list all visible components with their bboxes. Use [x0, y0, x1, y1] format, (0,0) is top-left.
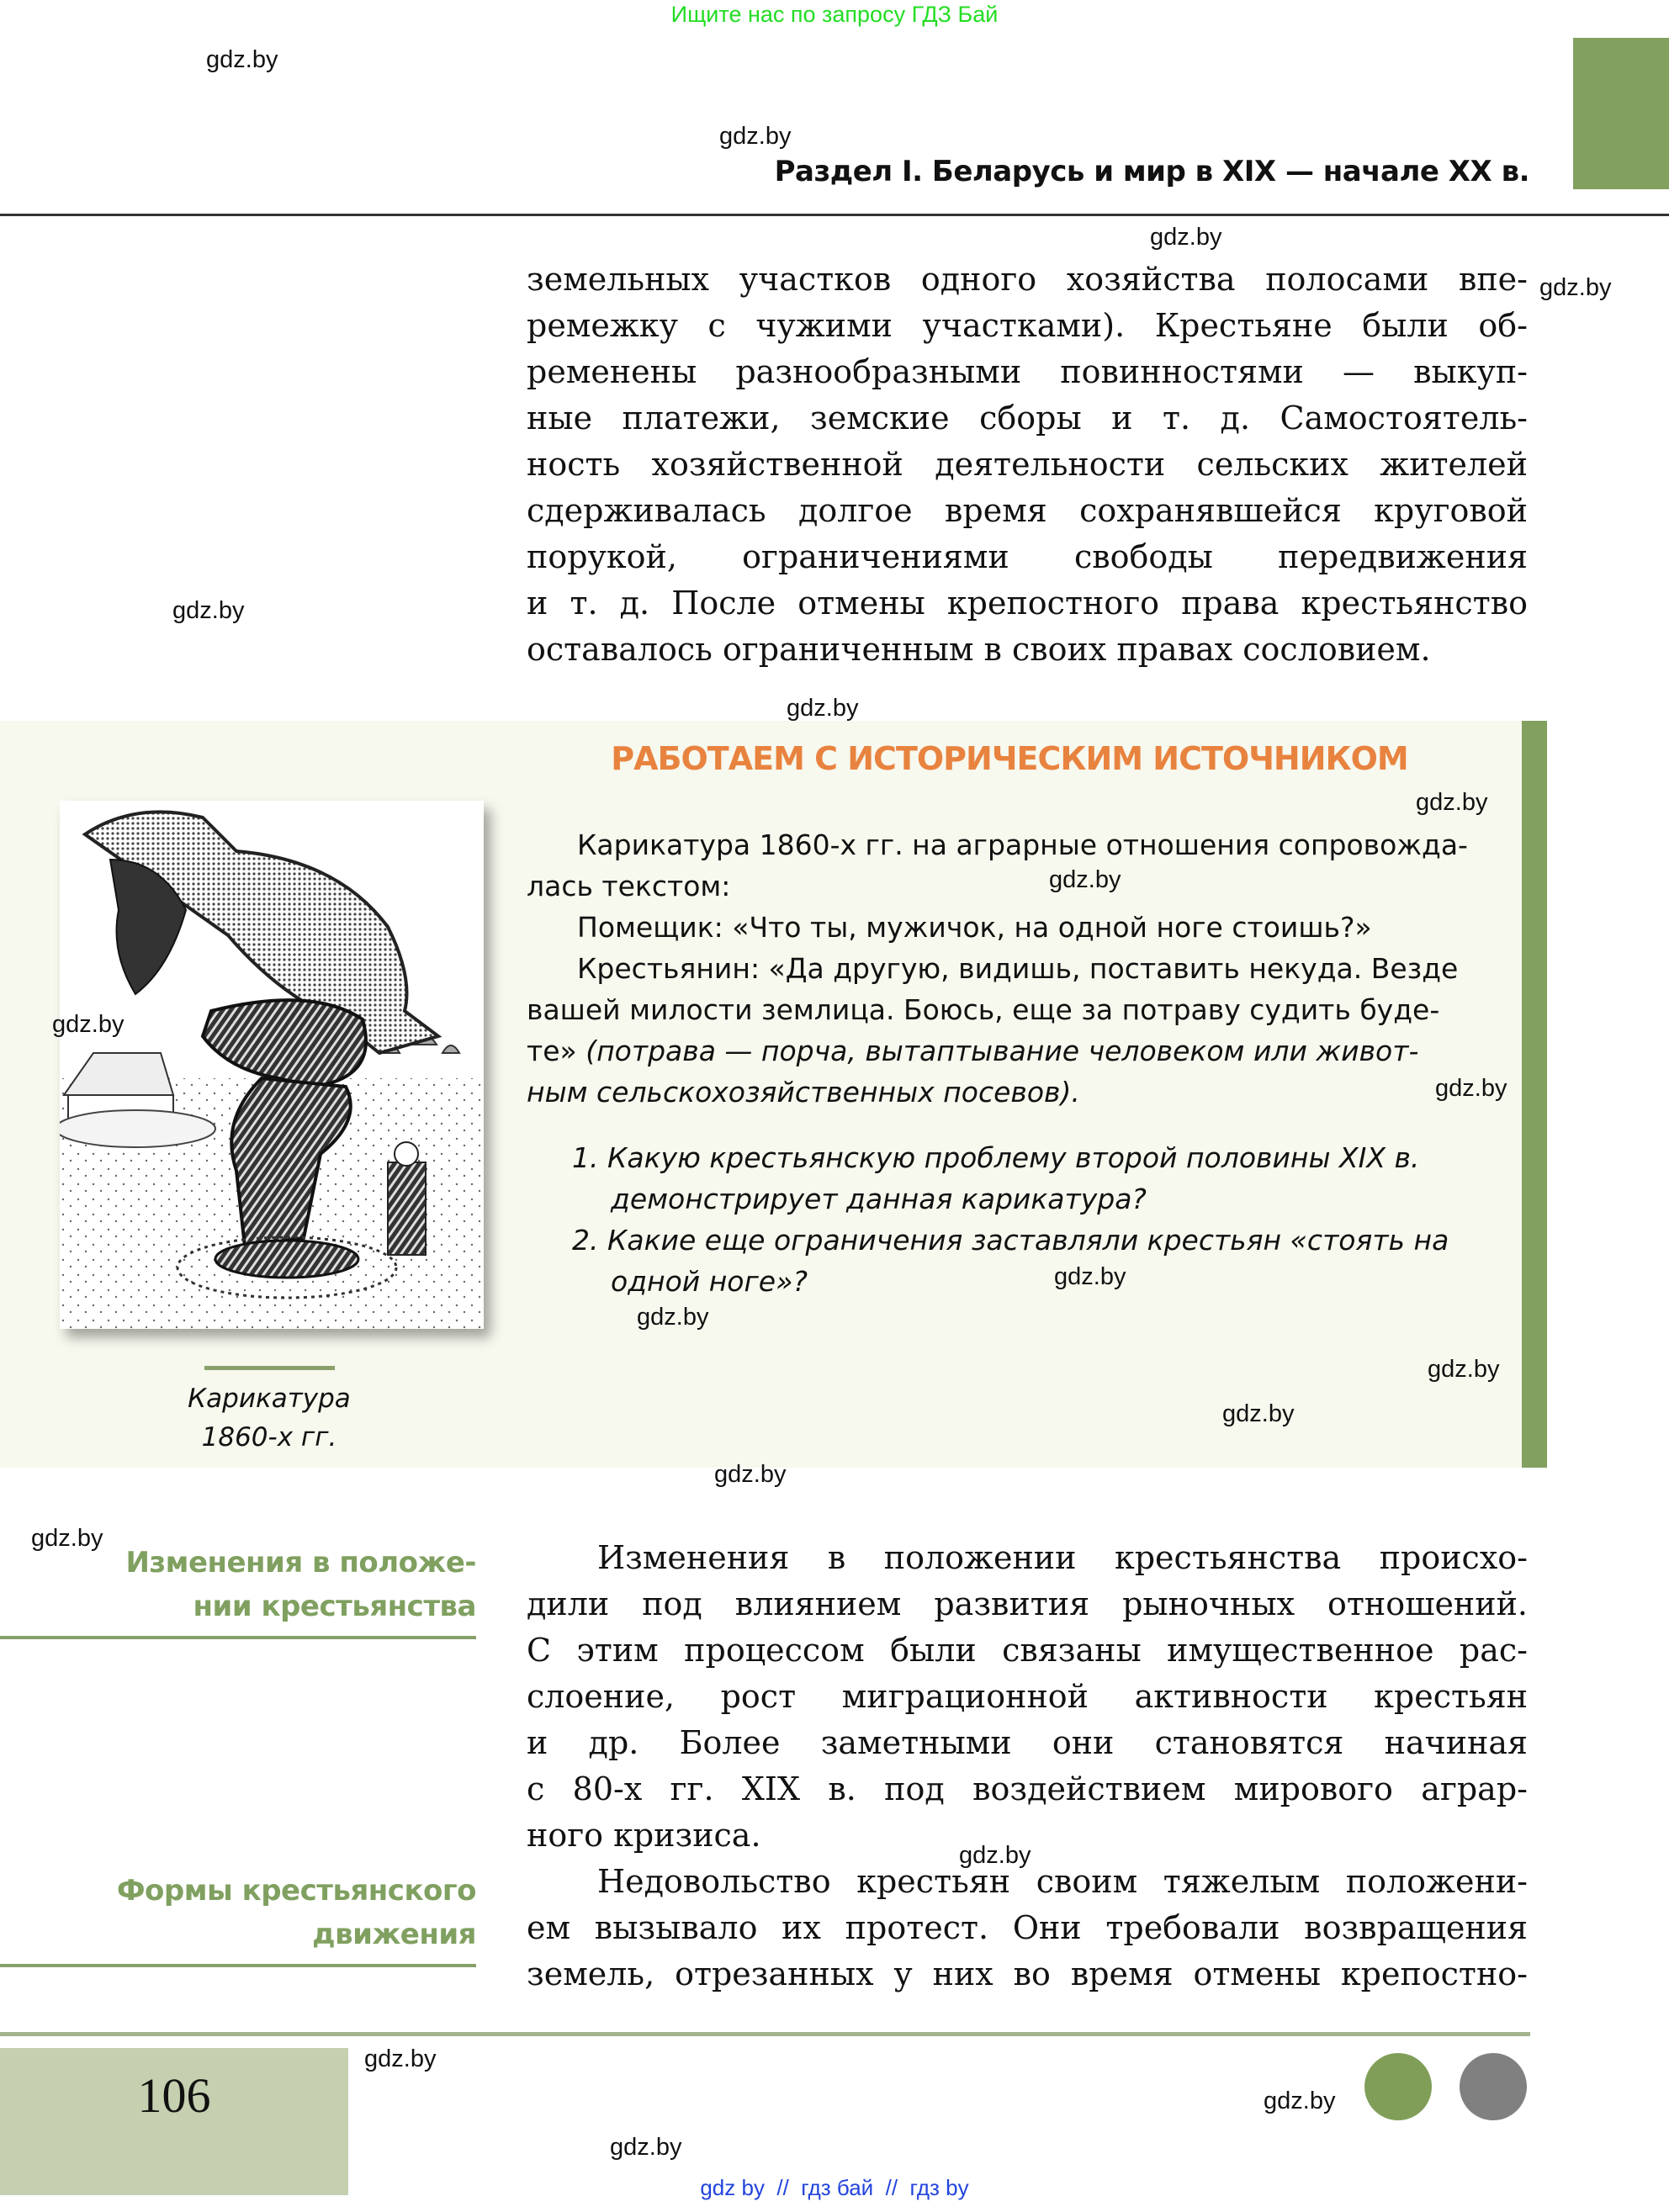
text-line: ность хозяйственной деятельности сельских жителей — [527, 446, 1528, 483]
text-line: Помещик: «Что ты, мужичок, на одной ноге стоишь?» — [577, 911, 1372, 944]
question-1-cont: демонстрирует данная карикатура? — [611, 1183, 1147, 1215]
watermark-label: gdz.by — [787, 695, 859, 722]
watermark-label: gdz.by — [1049, 866, 1121, 893]
side-heading-divider — [0, 1636, 476, 1639]
question-2: 2. Какие еще ограничения заставляли крестьян «стоять на — [572, 1224, 1449, 1257]
side-heading-peasant-movement — [117, 1869, 476, 1956]
side-heading-peasant-changes — [125, 1541, 476, 1628]
heading-line: Формы крестьянского — [116, 1874, 476, 1908]
heading-line: Изменения в положе- — [125, 1546, 476, 1580]
green-circle-icon — [1364, 2053, 1432, 2120]
text-line: порукой, ограничениями свободы передвижения — [527, 538, 1528, 575]
quote-end: те» — [527, 1035, 586, 1067]
text-line: Крестьянин: «Да другую, видишь, поставить некуда. Везде — [577, 952, 1459, 985]
text-line: земель, отрезанных у них во время отмены крепостно- — [527, 1955, 1528, 1992]
text-line: сдерживалась долгое время сохранявшейся круговой — [527, 492, 1528, 529]
watermark-label: gdz.by — [714, 1461, 787, 1488]
source-box-accent-bar — [1522, 721, 1547, 1468]
watermark-label: gdz.by — [1539, 274, 1612, 301]
text-line: земельных участков одного хозяйства полосами впе- — [527, 261, 1528, 298]
watermark-label: gdz.by — [206, 46, 278, 73]
paragraph-1 — [527, 257, 1528, 673]
watermark-label: gdz.by — [1054, 1263, 1126, 1290]
source-box-title: РАБОТАЕМ С ИСТОРИЧЕСКИМ ИСТОЧНИКОМ — [611, 740, 1408, 777]
text-line: и т. д. После отмены крепостного права крестьянство — [527, 585, 1528, 622]
source-quote — [527, 824, 1494, 1113]
questions-list — [572, 1137, 1497, 1302]
text-line: ные платежи, земские сборы и т. д. Самостоятель- — [527, 400, 1528, 437]
text-line: и др. Более заметными они становятся начиная — [527, 1724, 1528, 1761]
watermark-label: gdz.by — [31, 1525, 103, 1552]
watermark-label: gdz.by — [172, 597, 245, 624]
bottom-links[interactable]: gdz by // гдз бай // гдз by — [700, 2175, 969, 2200]
caption-line: Карикатура — [188, 1384, 351, 1414]
gray-circle-icon — [1460, 2053, 1527, 2120]
text-line — [527, 1072, 1494, 1113]
caricature-illustration-icon — [60, 801, 484, 1329]
running-head: Раздел I. Беларусь и мир в XIX — начале XX в. — [774, 155, 1529, 188]
side-heading-divider — [0, 1964, 476, 1967]
watermark-label: gdz.by — [719, 123, 792, 150]
watermark-label: gdz.by — [1435, 1075, 1507, 1102]
text-line: Карикатура 1860-х гг. на аграрные отношения сопровожда- — [577, 828, 1468, 861]
text-line: слоение, рост миграционной активности крестьян — [527, 1678, 1528, 1715]
watermark-label: gdz.by — [1416, 789, 1488, 816]
caricature-image — [60, 801, 484, 1329]
text-line: ного кризиса. — [527, 1817, 761, 1854]
heading-line: движения — [312, 1918, 476, 1951]
section-color-tab — [1573, 38, 1669, 189]
header-divider — [0, 214, 1669, 216]
text-line: оставалось ограниченным в своих правах сословием. — [527, 631, 1431, 668]
text-line: Недовольство крестьян своим тяжелым положени- — [597, 1863, 1528, 1900]
text-line — [527, 1030, 1494, 1072]
watermark-label: gdz.by — [1428, 1356, 1500, 1383]
text-line: Изменения в положении крестьянства происхо- — [597, 1539, 1528, 1576]
heading-line: нии крестьянства — [193, 1590, 476, 1623]
image-caption — [126, 1379, 412, 1457]
watermark-label: gdz.by — [637, 1304, 709, 1331]
text-line: С этим процессом были связаны имущественное рас- — [527, 1632, 1528, 1669]
watermark-label: gdz.by — [364, 2045, 437, 2072]
text-line: вашей милости землица. Боюсь, еще за потраву судить буде- — [527, 993, 1440, 1026]
text-line: с 80-х гг. XIX в. под воздействием мирового аграр- — [527, 1770, 1528, 1807]
question-2-cont: одной ноге»? — [611, 1265, 808, 1298]
question-1: 1. Какую крестьянскую проблему второй половины XIX в. — [572, 1141, 1420, 1174]
text-line: ременены разнообразными повинностями — выкуп- — [527, 353, 1528, 390]
watermark-label: gdz.by — [1264, 2088, 1336, 2114]
paragraph-2 — [527, 1535, 1528, 1998]
watermark-label: gdz.by — [1222, 1400, 1295, 1427]
text-line: ем вызывало их протест. Они требовали возвращения — [527, 1909, 1528, 1946]
watermark-label: gdz.by — [1150, 224, 1222, 251]
caption-divider — [204, 1366, 335, 1370]
text-line: дили под влиянием развития рыночных отношений. — [527, 1585, 1528, 1622]
text-line: ремежку с чужими участками). Крестьяне были об- — [527, 307, 1528, 344]
caption-line: 1860-х гг. — [201, 1422, 337, 1453]
gloss-note: ным сельскохозяйственных посевов). — [527, 1076, 1080, 1109]
watermark-label: gdz.by — [52, 1011, 125, 1038]
text-line: лась текстом: — [527, 870, 731, 902]
watermark-label: gdz.by — [610, 2134, 682, 2161]
gloss-note: (потрава — порча, вытаптывание человеком или живот- — [585, 1035, 1419, 1067]
page-number: 106 — [137, 2068, 211, 2123]
watermark-label: gdz.by — [959, 1842, 1031, 1869]
search-banner[interactable]: Ищите нас по запросу ГДЗ Бай — [670, 2, 999, 27]
footer-divider — [0, 2032, 1530, 2036]
